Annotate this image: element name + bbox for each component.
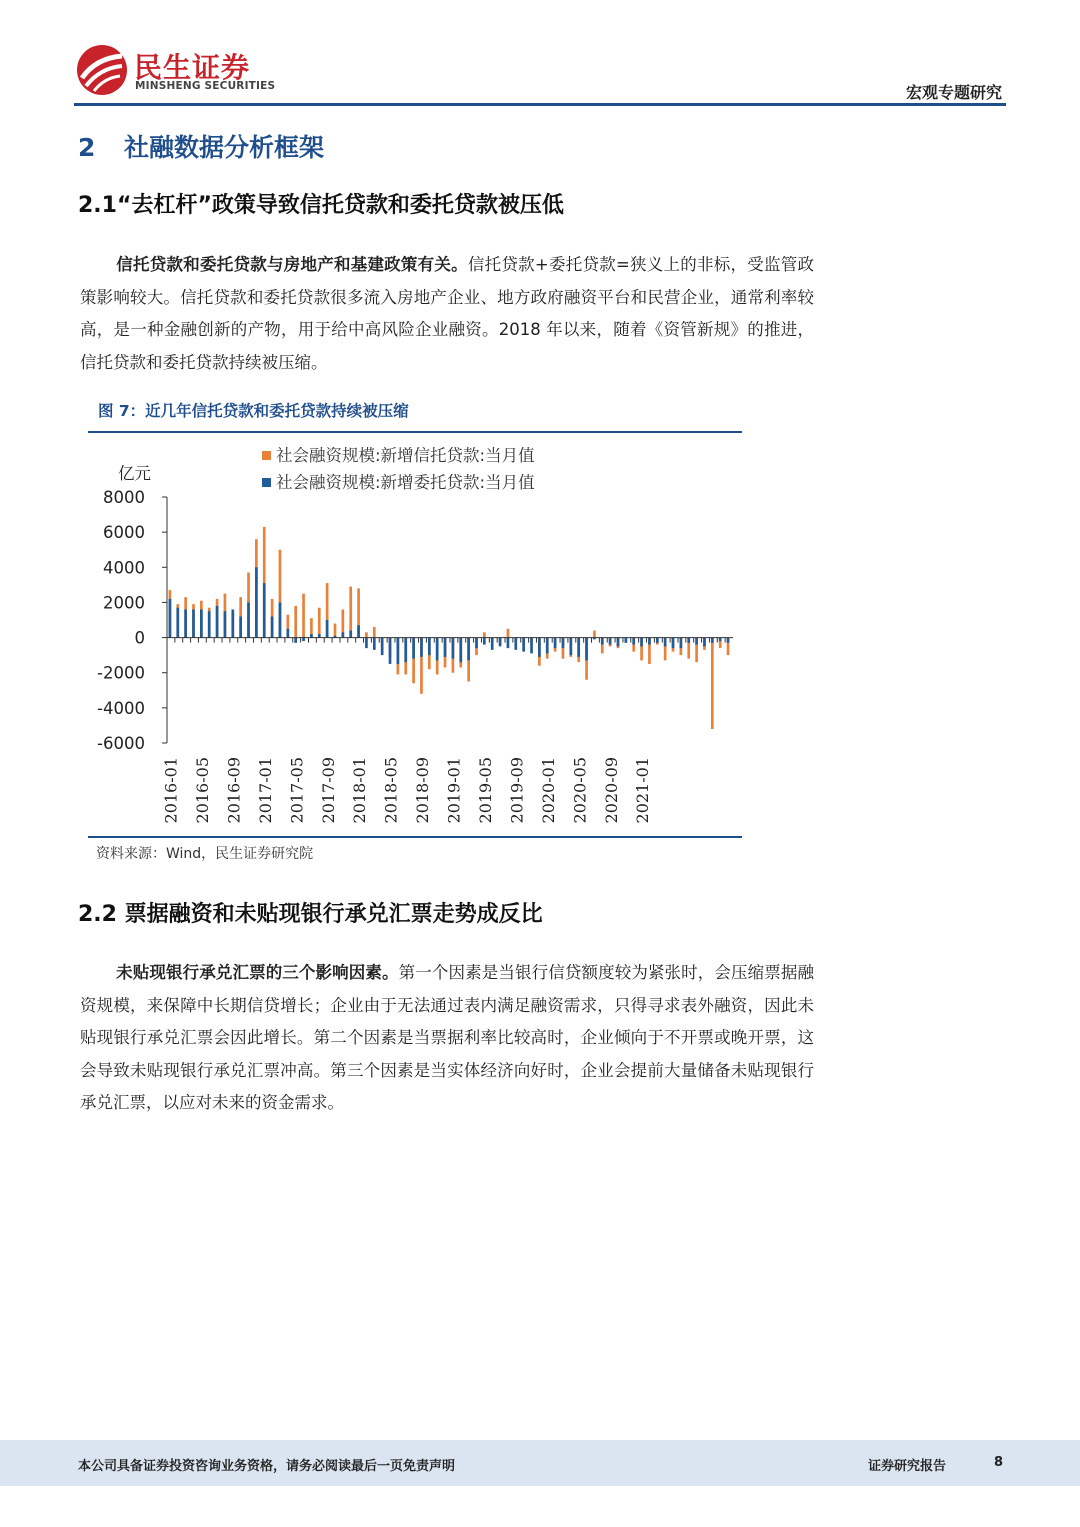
x-tick-label: 2020-01	[538, 757, 558, 824]
bar-entrusted	[452, 638, 455, 659]
bars-group	[169, 527, 730, 729]
bar-entrusted	[483, 638, 486, 645]
bar-entrusted	[546, 638, 549, 654]
bar-entrusted	[326, 620, 329, 638]
x-tick-label: 2017-09	[318, 757, 338, 824]
bar-entrusted	[632, 638, 635, 645]
bar-entrusted	[397, 638, 400, 664]
legend-label-entrusted: 社会融资规模:新增委托贷款:当月值	[276, 473, 535, 492]
bar-entrusted	[680, 638, 683, 649]
bar-entrusted	[271, 616, 274, 637]
legend-swatch-trust	[262, 451, 271, 460]
bar-entrusted	[609, 638, 612, 645]
x-tick-label: 2019-05	[475, 757, 495, 824]
bar-trust	[302, 594, 305, 638]
bar-entrusted	[703, 638, 706, 647]
bar-entrusted	[491, 638, 494, 650]
bar-entrusted	[538, 638, 541, 657]
bar-trust	[507, 629, 510, 638]
chart-legend	[262, 446, 535, 492]
x-tick-label: 2019-09	[507, 757, 527, 824]
bar-entrusted	[569, 638, 572, 656]
bar-trust	[593, 631, 596, 638]
bar-entrusted	[656, 638, 659, 643]
bar-entrusted	[310, 634, 313, 638]
minsheng-logo-icon	[76, 44, 128, 96]
logo-text-cn: 民生证券	[134, 51, 251, 84]
bar-entrusted	[389, 638, 392, 664]
page-number: 8	[994, 1455, 1004, 1470]
y-tick-label: -6000	[97, 734, 145, 753]
bar-chart	[88, 436, 742, 836]
bar-entrusted	[530, 638, 533, 654]
bar-entrusted	[279, 602, 282, 637]
logo-text-en: MINSHENG SECURITIES	[135, 80, 276, 92]
bar-entrusted	[436, 638, 439, 661]
bar-entrusted	[318, 634, 321, 638]
bar-entrusted	[719, 638, 722, 642]
bar-entrusted	[373, 638, 376, 650]
bar-entrusted	[365, 638, 368, 649]
bar-entrusted	[507, 638, 510, 649]
legend-swatch-entrusted	[262, 478, 271, 487]
subsection-heading-2-2	[78, 897, 543, 928]
bar-entrusted	[648, 638, 651, 645]
x-tick-label: 2018-05	[381, 757, 401, 824]
bar-entrusted	[444, 638, 447, 657]
report-type-tag: 宏观专题研究	[905, 83, 1002, 102]
y-tick-label: 4000	[103, 558, 145, 578]
y-tick-label: 2000	[103, 593, 145, 613]
bar-entrusted	[585, 638, 588, 661]
bar-trust	[365, 632, 368, 637]
bar-entrusted	[475, 638, 478, 649]
section-title: 社融数据分析框架	[124, 133, 325, 162]
bar-entrusted	[239, 616, 242, 637]
subsection-title: 票据融资和未贴现银行承兑汇票走势成反比	[116, 902, 543, 927]
bar-entrusted	[625, 638, 628, 643]
bar-entrusted	[255, 567, 258, 637]
figure-title: 图 7：近几年信托贷款和委托贷款持续被压缩	[98, 402, 409, 420]
footer-disclaimer: 本公司具备证券投资咨询业务资格，请务必阅读最后一页免责声明	[78, 1459, 456, 1474]
bar-entrusted	[640, 638, 643, 647]
x-axis	[162, 638, 733, 824]
subsection-heading-2-1	[78, 188, 564, 219]
section-number: 2	[78, 133, 96, 162]
bar-entrusted	[247, 602, 250, 637]
y-tick-label: 0	[134, 628, 145, 648]
paragraph-body: 信托贷款+委托贷款=狭义上的非标，受监管政策影响较大。信托贷款和委托贷款很多流入房地产企业、地方政府融资平台和民营企业，通常利率较高，是一种金融创新的产物，用于给中高风险企业融资。2018 年以来，随着《资管新规》的推进，信托贷款和委托贷款持续被压缩。	[80, 255, 814, 372]
x-tick-label: 2021-01	[633, 757, 653, 824]
x-tick-label: 2020-05	[570, 757, 590, 824]
bar-entrusted	[169, 599, 172, 638]
bar-entrusted	[302, 638, 305, 642]
bar-trust	[294, 606, 297, 638]
bar-trust	[483, 632, 486, 637]
x-tick-label: 2016-05	[192, 757, 212, 824]
bar-entrusted	[184, 609, 187, 637]
bar-entrusted	[231, 609, 234, 637]
bar-entrusted	[192, 609, 195, 637]
bar-entrusted	[554, 638, 557, 649]
figure-top-rule	[88, 431, 742, 433]
section-heading	[78, 128, 324, 164]
subsection-title: “去杠杆”政策导致信托贷款和委托贷款被压低	[116, 193, 564, 218]
x-tick-label: 2018-01	[350, 757, 370, 824]
bar-entrusted	[617, 638, 620, 647]
bar-entrusted	[357, 625, 360, 637]
x-tick-label: 2017-01	[255, 757, 275, 824]
paragraph-bank-acceptance	[80, 957, 814, 1120]
figure-bottom-rule	[88, 836, 742, 838]
x-tick-label: 2016-09	[224, 757, 244, 824]
bar-entrusted	[687, 638, 690, 643]
bar-trust	[318, 608, 321, 638]
paragraph-body: 第一个因素是当银行信贷额度较为紧张时，会压缩票据融资规模，来保障中长期信贷增长；企业由于无法通过表内满足融资需求，只得寻求表外融资，因此未贴现银行承兑汇票会因此增长。第二个因素是当票据利率比较高时，企业倾向于不开票或晚开票，这会导致未贴现银行承兑汇票冲高。第三个因素是当实体经济向好时，企业会提前大量储备未贴现银行承兑汇票，以应对未来的资金需求。	[80, 963, 815, 1112]
logo	[76, 44, 276, 100]
bar-entrusted	[664, 638, 667, 647]
header-divider	[74, 103, 1006, 106]
bar-entrusted	[349, 631, 352, 638]
y-tick-label: 6000	[103, 523, 145, 543]
y-tick-label: -4000	[97, 698, 145, 718]
bar-entrusted	[263, 583, 266, 637]
y-axis	[97, 488, 167, 753]
x-tick-label: 2019-01	[444, 757, 464, 824]
bar-entrusted	[200, 609, 203, 637]
bar-entrusted	[459, 638, 462, 663]
bar-trust	[349, 587, 352, 638]
bar-entrusted	[286, 629, 289, 638]
bar-entrusted	[294, 638, 297, 643]
paragraph-lead: 未贴现银行承兑汇票的三个影响因素。	[116, 963, 399, 982]
legend-label-trust: 社会融资规模:新增信托贷款:当月值	[276, 446, 535, 465]
figure-source: 资料来源：Wind，民生证券研究院	[96, 846, 314, 862]
bar-entrusted	[467, 638, 470, 661]
bar-trust	[711, 638, 714, 729]
y-tick-label: -2000	[97, 663, 145, 683]
bar-entrusted	[420, 638, 423, 657]
bar-entrusted	[727, 638, 730, 643]
bar-entrusted	[601, 638, 604, 645]
paragraph-trust-loans	[80, 249, 814, 379]
y-tick-label: 8000	[103, 488, 145, 507]
subsection-number: 2.1	[78, 193, 117, 218]
footer-report-type: 证券研究报告	[868, 1459, 947, 1474]
bar-entrusted	[522, 638, 525, 652]
bar-trust	[373, 627, 376, 638]
bar-entrusted	[514, 638, 517, 650]
bar-entrusted	[224, 611, 227, 637]
bar-entrusted	[381, 638, 384, 656]
bar-entrusted	[695, 638, 698, 645]
bar-trust	[334, 624, 337, 638]
subsection-number: 2.2	[78, 902, 117, 927]
x-tick-label: 2020-09	[601, 757, 621, 824]
x-tick-label: 2017-05	[287, 757, 307, 824]
bar-entrusted	[216, 606, 219, 638]
paragraph-lead: 信托贷款和委托贷款与房地产和基建政策有关。	[116, 255, 468, 274]
bar-entrusted	[428, 638, 431, 656]
y-axis-unit: 亿元	[118, 464, 151, 483]
bar-entrusted	[672, 638, 675, 649]
bar-entrusted	[412, 638, 415, 659]
x-tick-label: 2016-01	[161, 757, 181, 824]
bar-entrusted	[711, 638, 714, 643]
bar-entrusted	[404, 638, 407, 663]
bar-entrusted	[176, 608, 179, 638]
bar-entrusted	[342, 632, 345, 637]
bar-entrusted	[499, 638, 502, 647]
bar-entrusted	[208, 611, 211, 637]
x-tick-label: 2018-09	[413, 757, 433, 824]
bar-entrusted	[562, 638, 565, 649]
bar-entrusted	[577, 638, 580, 657]
